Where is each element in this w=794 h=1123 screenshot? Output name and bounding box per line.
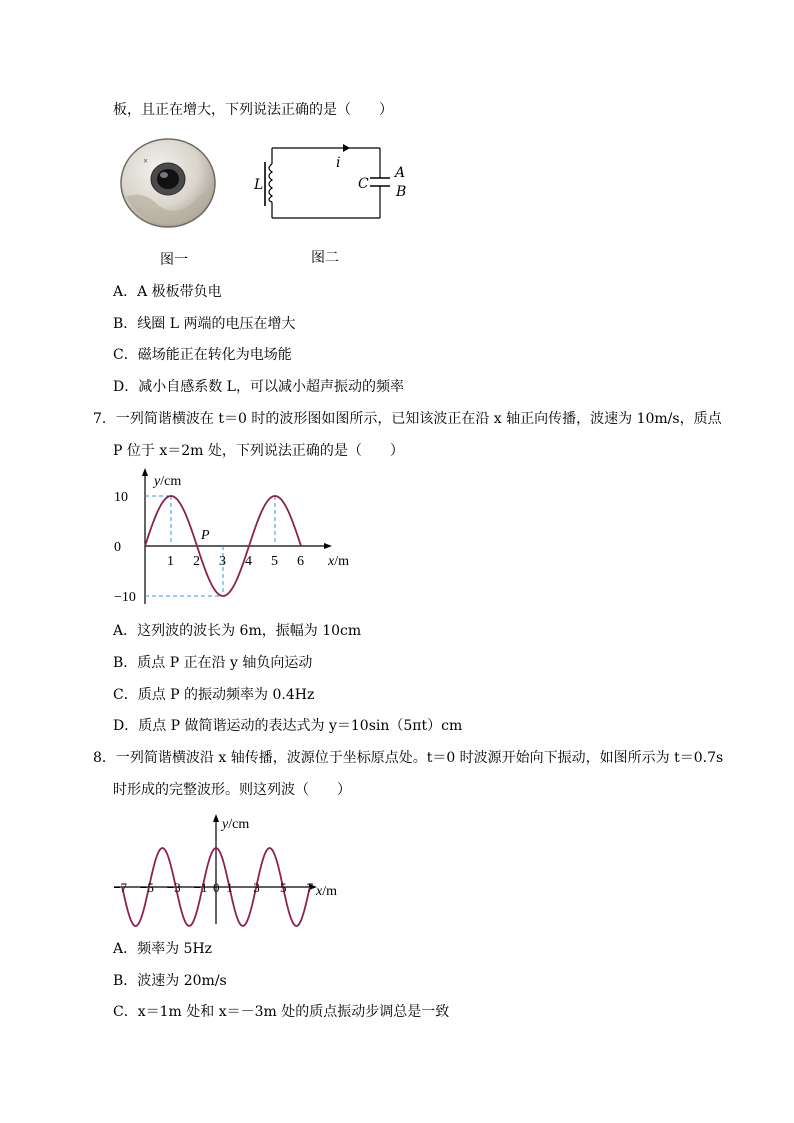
q6-stem-tail: 板，且正在增大，下列说法正确的是（ ） [113,102,393,118]
x-tick-label: 2 [193,554,200,569]
q8-stem-line1: 8．一列简谐横波沿 x 轴传播，波源位于坐标原点处。t＝0 时波源开始向下振动，如图所示为 t＝0.7s [93,750,724,766]
y-tick-label: 0 [114,540,121,555]
x-tick-label: 1 [167,554,174,569]
y-axis-arrow [213,814,219,822]
q7-stem-line2: P 位于 x＝2m 处，下列说法正确的是（ ） [113,443,404,459]
q7-stem-line1: 7．一列简谐横波在 t＝0 时的波形图如图所示，已知该波正在沿 x 轴正向传播，波速为 10m/s，质点 [93,411,722,427]
q8-stem-line2: 时形成的完整波形。则这列波（ ） [113,782,351,798]
q8-option-c: C．x＝1m 处和 x＝－3m 处的质点振动步调总是一致 [113,1004,450,1020]
x-axis-label: x/m [316,884,337,899]
x-tick-label: −7 [113,880,128,895]
x-axis-arrow [324,543,332,549]
q7-option-a: A．这列波的波长为 6m，振幅为 10cm [113,623,362,639]
x-axis-label: x/m [328,554,349,569]
x-tick-label: 1 [226,880,233,895]
q6-option-d: D．减小自感系数 L，可以减小超声振动的频率 [113,379,404,395]
q8-option-b: B．波速为 20m/s [113,973,227,989]
q6-option-c: C．磁场能正在转化为电场能 [113,347,292,363]
x-tick-label: −3 [166,880,181,895]
q8-option-a: A．频率为 5Hz [113,941,213,957]
x-tick-label: −5 [140,880,154,895]
x-tick-label: 5 [271,554,278,569]
x-tick-label: 3 [219,554,226,569]
svg-text:×: × [143,156,149,166]
q8-wave-chart [110,808,350,932]
current-label-i: i [336,155,341,171]
x-tick-label: 7 [306,880,314,895]
figure-2-lc-circuit [248,140,418,234]
x-tick-label: 5 [280,880,287,895]
x-tick-label: 4 [245,554,252,569]
q7-wave-chart [110,468,370,612]
x-tick-label: 0 [213,880,220,895]
figure-2-caption: 图二 [311,250,339,266]
x-tick-label: 3 [253,880,260,895]
plate-label-A: A [395,165,406,181]
capacitor-label-C: C [358,176,369,192]
q7-option-c: C．质点 P 的振动频率为 0.4Hz [113,687,315,703]
x-tick-label: −1 [193,880,208,895]
y-axis-label: y/cm [154,474,182,489]
y-axis-label: y/cm [222,817,250,832]
inductor-label-L: L [254,177,264,193]
plate-label-B: B [396,184,407,200]
point-P-label: P [201,528,210,543]
y-axis-arrow [142,468,148,476]
figure-1-transducer [118,135,218,234]
y-tick-label: 10 [114,490,128,505]
q7-option-b: B．质点 P 正在沿 y 轴负向运动 [113,655,313,671]
q7-option-d: D．质点 P 做简谐运动的表达式为 y＝10sin（5πt）cm [113,718,463,734]
q6-option-b: B．线圈 L 两端的电压在增大 [113,316,296,332]
y-tick-label: −10 [114,590,136,605]
figure-1-caption: 图一 [160,252,188,268]
q6-option-a: A．A 极板带负电 [113,284,222,300]
x-tick-label: 6 [297,554,304,569]
